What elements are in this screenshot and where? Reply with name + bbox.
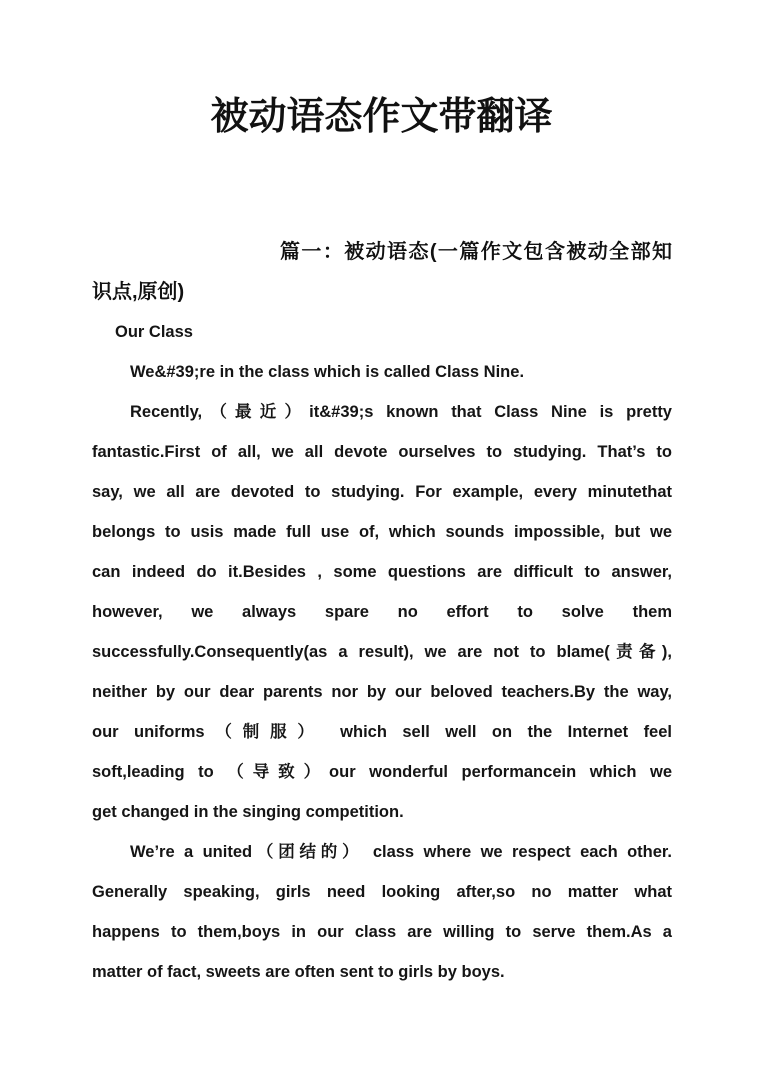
text-line: Our Class xyxy=(115,323,193,341)
document-body xyxy=(92,232,672,992)
text-line: belongs to usis made full use of, which sounds impossible, but we xyxy=(92,523,672,541)
text-line: Generally speaking, girls need looking after,so no matter what xyxy=(92,883,672,901)
text-line: neither by our dear parents nor by our beloved teachers.By the way, xyxy=(92,683,672,701)
document-title: 被动语态作文带翻译 xyxy=(210,96,553,138)
text-line: Recently,（最近）it&#39;s known that Class Nine is pretty xyxy=(130,403,672,421)
text-line: however, we always spare no effort to solve them xyxy=(92,603,672,621)
text-line: We’re a united（团结的） class where we respect each other. xyxy=(130,843,672,861)
text-line: successfully.Consequently(as a result), we are not to blame(责备), xyxy=(92,643,672,661)
text-line: 篇一：被动语态(一篇作文包含被动全部知 xyxy=(280,241,672,263)
text-line: 识点,原创) xyxy=(92,281,185,303)
text-line: soft,leading to （导致）our wonderful performancein which we xyxy=(92,763,672,781)
text-line: get changed in the singing competition. xyxy=(92,803,404,821)
text-line: matter of fact, sweets are often sent to girls by boys. xyxy=(92,963,505,981)
text-line: say, we all are devoted to studying. For example, every minutethat xyxy=(92,483,672,501)
text-line: our uniforms（制服） which sell well on the Internet feel xyxy=(92,723,672,741)
text-line: can indeed do it.Besides , some questions are difficult to answer, xyxy=(92,563,672,581)
text-line: happens to them,boys in our class are willing to serve them.As a xyxy=(92,923,672,941)
text-line: fantastic.First of all, we all devote ourselves to studying. That’s to xyxy=(92,443,672,461)
text-line: We&#39;re in the class which is called Class Nine. xyxy=(130,363,525,381)
